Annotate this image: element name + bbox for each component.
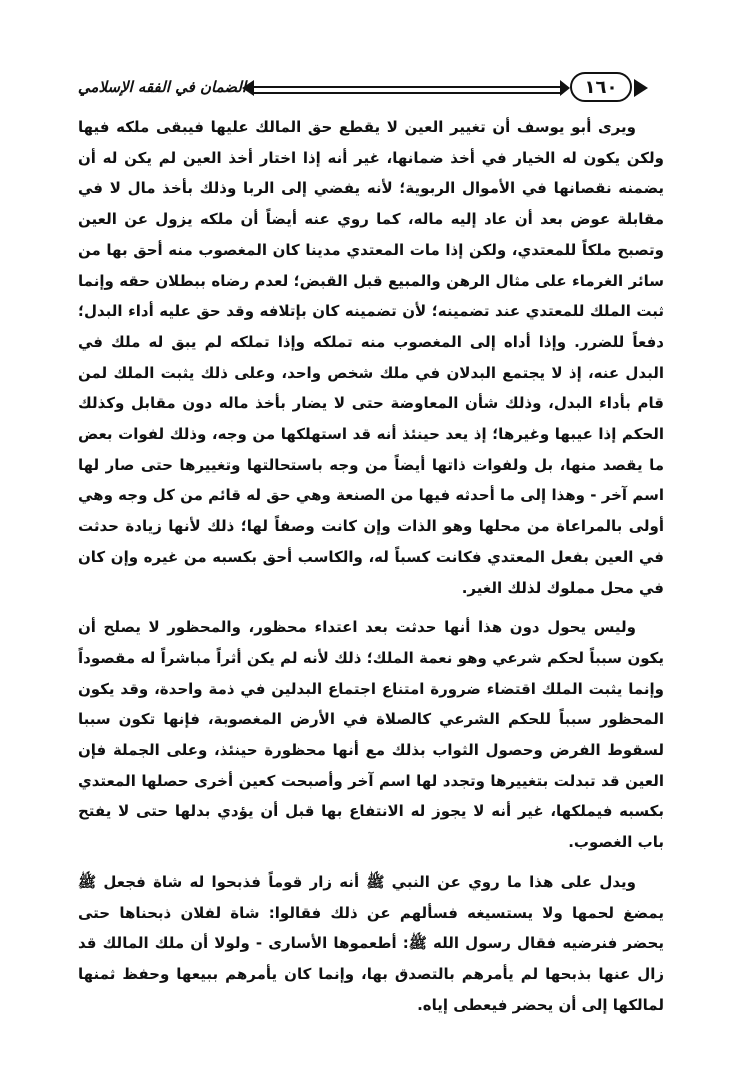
paragraph-1: ويرى أبو يوسف أن تغيير العين لا يقطع حق المالك عليها فيبقى ملكه فيها ولكن يكون له الخيار في أخذ ضمانها، غير أنه إذا اختار أخذ العين لم يكن له أن يضمنه نقصانها في الأموال الربوية؛ لأنه يفضي إلى الربا وذلك بأخذ مال لا في مقابلة عوض بعد أن عاد إليه ماله، كما روي عنه أيضاً أن ملكه يزول عن العين وتصبح ملكاً للمعتدي، ولكن إذا مات المعتدي مدينا كان المغصوب منه أحق بها من سائر الغرماء على مثال الرهن والمبيع قبل القبض؛ لعدم رضاه ببطلان حقه وإنما ثبت الملك للمعتدي عند تضمينه؛ لأن تضمينه كان بإتلافه وقد حق عليه أداء البدل؛ دفعاً للضرر. وإذا أداه إلى المغصوب منه تملكه وإذا تملكه لم يبق له ملك في البدل عنه، إذ لا يجتمع البدلان في ملك شخص واحد، وعلى ذلك يثبت الملك لمن قام بأداء البدل، وذلك شأن المعاوضة حتى لا يضار بأخذ ماله دون مقابل وكذلك الحكم إذا عيبها وغيرها؛ إذ يعد حينئذ أنه قد استهلكها من وجه، وذلك لفوات بعض ما يقصد منها، بل ولفوات ذاتها أيضاً من وجه باستحالتها وتغييرها حتى صار لها اسم آخر - وهذا إلى ما أحدثه فيها من الصنعة وهي حق له قائم من كل وجه وهي أولى بالمراعاة من محلها وهو الذات وإن كانت وصفاً لها؛ ذلك لأنها زيادة حدثت في العين بفعل المعتدي فكانت كسباً له، والكاسب أحق بكسبه من غيره وإن كان في محل مملوك لذلك الغير. (78, 118, 664, 597)
running-header (56, 72, 654, 108)
paragraph-2: وليس يحول دون هذا أنها حدثت بعد اعتداء محظور، والمحظور لا يصلح أن يكون سبباً لحكم شرعي وهو نعمة الملك؛ ذلك لأنه لم يكن أثراً مباشراً له مقصوداً وإنما يثبت الملك اقتضاء ضرورة امتناع اجتماع البدلين في ذمة واحدة، وقد يكون المحظور سبباً للحكم الشرعي كالصلاة في الأرض المغصوبة، فإنها تكون سببا لسقوط الفرض وحصول الثواب بذلك مع أنها محظورة حينئذ، وعلى الجملة فإن العين قد تبدلت بتغييرها وتجدد لها اسم آخر وأصبحت كعين أخرى حصلها المعتدي بكسبه فيملكها، غير أنه لا يجوز له الانتفاع بها قبل أن يؤدي بدلها حتى لا يفتح باب الغصوب. (78, 618, 664, 852)
header-double-rule (252, 86, 562, 94)
book-title: الضمان في الفقه الإسلامي (77, 78, 246, 96)
paragraph-3: ويدل على هذا ما روي عن النبي ﷺ أنه زار قوماً فذبحوا له شاة فجعل ﷺ يمضغ لحمها ولا يستسيغه فسألهم عن ذلك فقالوا: شاة لفلان ذبحناها حتى يحضر فنرضيه فقال رسول الله ﷺ: أطعموها الأسارى - ولولا أن ملك المالك قد زال عنها بذبحها لم يأمرهم بالتصدق بها، وإنما كان يأمرهم ببيعها وحفظ ثمنها لمالكها إلى أن يحضر فيعطى إياه. (78, 872, 664, 1014)
header-arrow-mid-icon (560, 80, 570, 96)
body-text (78, 112, 664, 1020)
page-number: ١٦٠ (570, 72, 632, 102)
header-arrow-right-icon (634, 79, 648, 97)
